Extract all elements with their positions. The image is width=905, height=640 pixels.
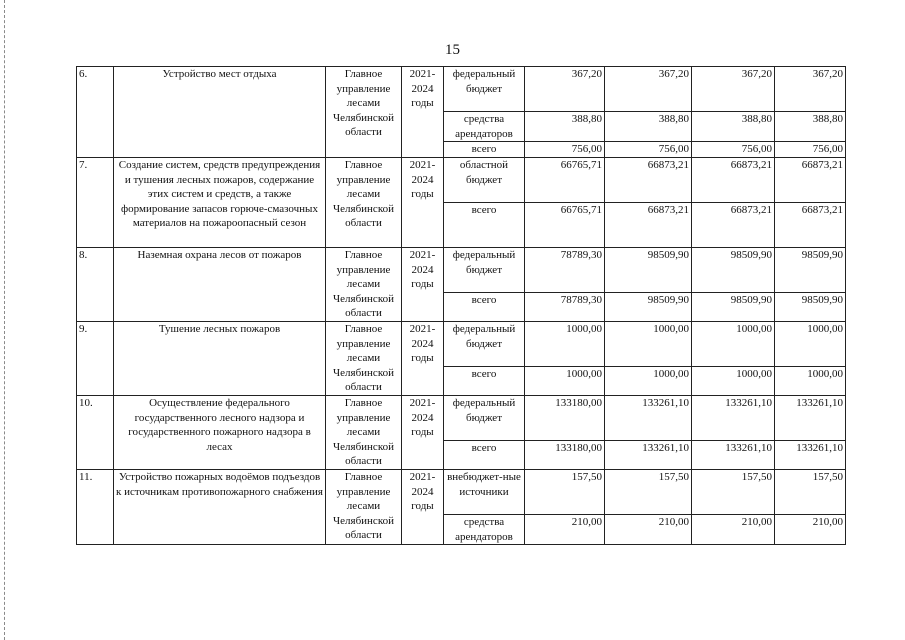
amount-cell: 157,50 bbox=[692, 470, 775, 515]
amount-cell: 98509,90 bbox=[775, 293, 846, 322]
amount-cell: 388,80 bbox=[605, 112, 692, 142]
amount-cell: 367,20 bbox=[605, 67, 692, 112]
row-number: 9. bbox=[77, 322, 114, 396]
measure-name: Осуществление федерального государственного лесного надзора и государственного пожарного надзора в лесах bbox=[114, 396, 326, 470]
amount-cell: 157,50 bbox=[775, 470, 846, 515]
funding-source: федеральный бюджет bbox=[444, 248, 525, 293]
amount-cell: 388,80 bbox=[525, 112, 605, 142]
amount-cell: 133180,00 bbox=[525, 441, 605, 470]
funding-source: всего bbox=[444, 367, 525, 396]
measure-name: Создание систем, средств предупреждения и тушения лесных пожаров, содержание этих систем и средств, а также формирование запасов горюче-смазочных материалов на пожароопасный сезон bbox=[114, 158, 326, 248]
funding-source: федеральный бюджет bbox=[444, 322, 525, 367]
measures-table bbox=[76, 66, 846, 545]
amount-cell: 210,00 bbox=[605, 515, 692, 545]
row-number: 10. bbox=[77, 396, 114, 470]
amount-cell: 98509,90 bbox=[692, 293, 775, 322]
executor-org: Главное управление лесами Челябинской области bbox=[326, 67, 402, 158]
measure-name: Наземная охрана лесов от пожаров bbox=[114, 248, 326, 322]
row-number: 7. bbox=[77, 158, 114, 248]
amount-cell: 133261,10 bbox=[692, 396, 775, 441]
table-row bbox=[77, 322, 846, 367]
period: 2021-2024 годы bbox=[402, 67, 444, 158]
amount-cell: 210,00 bbox=[775, 515, 846, 545]
funding-source: федеральный бюджет bbox=[444, 396, 525, 441]
period: 2021-2024 годы bbox=[402, 158, 444, 248]
amount-cell: 388,80 bbox=[692, 112, 775, 142]
amount-cell: 66765,71 bbox=[525, 158, 605, 203]
period: 2021-2024 годы bbox=[402, 322, 444, 396]
funding-source: всего bbox=[444, 441, 525, 470]
amount-cell: 66873,21 bbox=[605, 203, 692, 248]
executor-org: Главное управление лесами Челябинской области bbox=[326, 248, 402, 322]
amount-cell: 66873,21 bbox=[605, 158, 692, 203]
amount-cell: 66873,21 bbox=[775, 158, 846, 203]
amount-cell: 66873,21 bbox=[692, 203, 775, 248]
amount-cell: 388,80 bbox=[775, 112, 846, 142]
amount-cell: 367,20 bbox=[775, 67, 846, 112]
amount-cell: 133180,00 bbox=[525, 396, 605, 441]
period: 2021-2024 годы bbox=[402, 396, 444, 470]
amount-cell: 157,50 bbox=[605, 470, 692, 515]
funding-source: всего bbox=[444, 293, 525, 322]
amount-cell: 367,20 bbox=[525, 67, 605, 112]
amount-cell: 78789,30 bbox=[525, 248, 605, 293]
measure-name: Устройство мест отдыха bbox=[114, 67, 326, 158]
amount-cell: 1000,00 bbox=[692, 322, 775, 367]
amount-cell: 133261,10 bbox=[605, 441, 692, 470]
amount-cell: 133261,10 bbox=[605, 396, 692, 441]
amount-cell: 66765,71 bbox=[525, 203, 605, 248]
funding-source: внебюджет-ные источники bbox=[444, 470, 525, 515]
measure-name: Устройство пожарных водоёмов подъездов к источникам противопожарного снабжения bbox=[114, 470, 326, 545]
amount-cell: 756,00 bbox=[775, 142, 846, 158]
executor-org: Главное управление лесами Челябинской области bbox=[326, 158, 402, 248]
amount-cell: 98509,90 bbox=[775, 248, 846, 293]
funding-source: средства арендаторов bbox=[444, 112, 525, 142]
executor-org: Главное управление лесами Челябинской области bbox=[326, 470, 402, 545]
table-row bbox=[77, 158, 846, 203]
amount-cell: 1000,00 bbox=[775, 367, 846, 396]
amount-cell: 133261,10 bbox=[775, 441, 846, 470]
amount-cell: 98509,90 bbox=[605, 248, 692, 293]
amount-cell: 1000,00 bbox=[692, 367, 775, 396]
table-row bbox=[77, 248, 846, 293]
funding-source: областной бюджет bbox=[444, 158, 525, 203]
funding-source: всего bbox=[444, 142, 525, 158]
period: 2021-2024 годы bbox=[402, 470, 444, 545]
page-margin-line bbox=[4, 0, 5, 640]
amount-cell: 210,00 bbox=[692, 515, 775, 545]
amount-cell: 367,20 bbox=[692, 67, 775, 112]
funding-source: всего bbox=[444, 203, 525, 248]
row-number: 6. bbox=[77, 67, 114, 158]
page-number: 15 bbox=[445, 42, 460, 58]
amount-cell: 756,00 bbox=[692, 142, 775, 158]
table-row bbox=[77, 396, 846, 441]
amount-cell: 1000,00 bbox=[525, 367, 605, 396]
amount-cell: 66873,21 bbox=[692, 158, 775, 203]
amount-cell: 78789,30 bbox=[525, 293, 605, 322]
amount-cell: 1000,00 bbox=[605, 367, 692, 396]
amount-cell: 1000,00 bbox=[525, 322, 605, 367]
amount-cell: 66873,21 bbox=[775, 203, 846, 248]
row-number: 11. bbox=[77, 470, 114, 545]
funding-source: федеральный бюджет bbox=[444, 67, 525, 112]
amount-cell: 1000,00 bbox=[775, 322, 846, 367]
amount-cell: 133261,10 bbox=[692, 441, 775, 470]
amount-cell: 98509,90 bbox=[605, 293, 692, 322]
amount-cell: 157,50 bbox=[525, 470, 605, 515]
amount-cell: 133261,10 bbox=[775, 396, 846, 441]
executor-org: Главное управление лесами Челябинской области bbox=[326, 396, 402, 470]
measure-name: Тушение лесных пожаров bbox=[114, 322, 326, 396]
table-row bbox=[77, 67, 846, 112]
executor-org: Главное управление лесами Челябинской области bbox=[326, 322, 402, 396]
table-row bbox=[77, 470, 846, 515]
funding-source: средства арендаторов bbox=[444, 515, 525, 545]
amount-cell: 756,00 bbox=[525, 142, 605, 158]
amount-cell: 210,00 bbox=[525, 515, 605, 545]
period: 2021-2024 годы bbox=[402, 248, 444, 322]
amount-cell: 1000,00 bbox=[605, 322, 692, 367]
row-number: 8. bbox=[77, 248, 114, 322]
amount-cell: 98509,90 bbox=[692, 248, 775, 293]
amount-cell: 756,00 bbox=[605, 142, 692, 158]
